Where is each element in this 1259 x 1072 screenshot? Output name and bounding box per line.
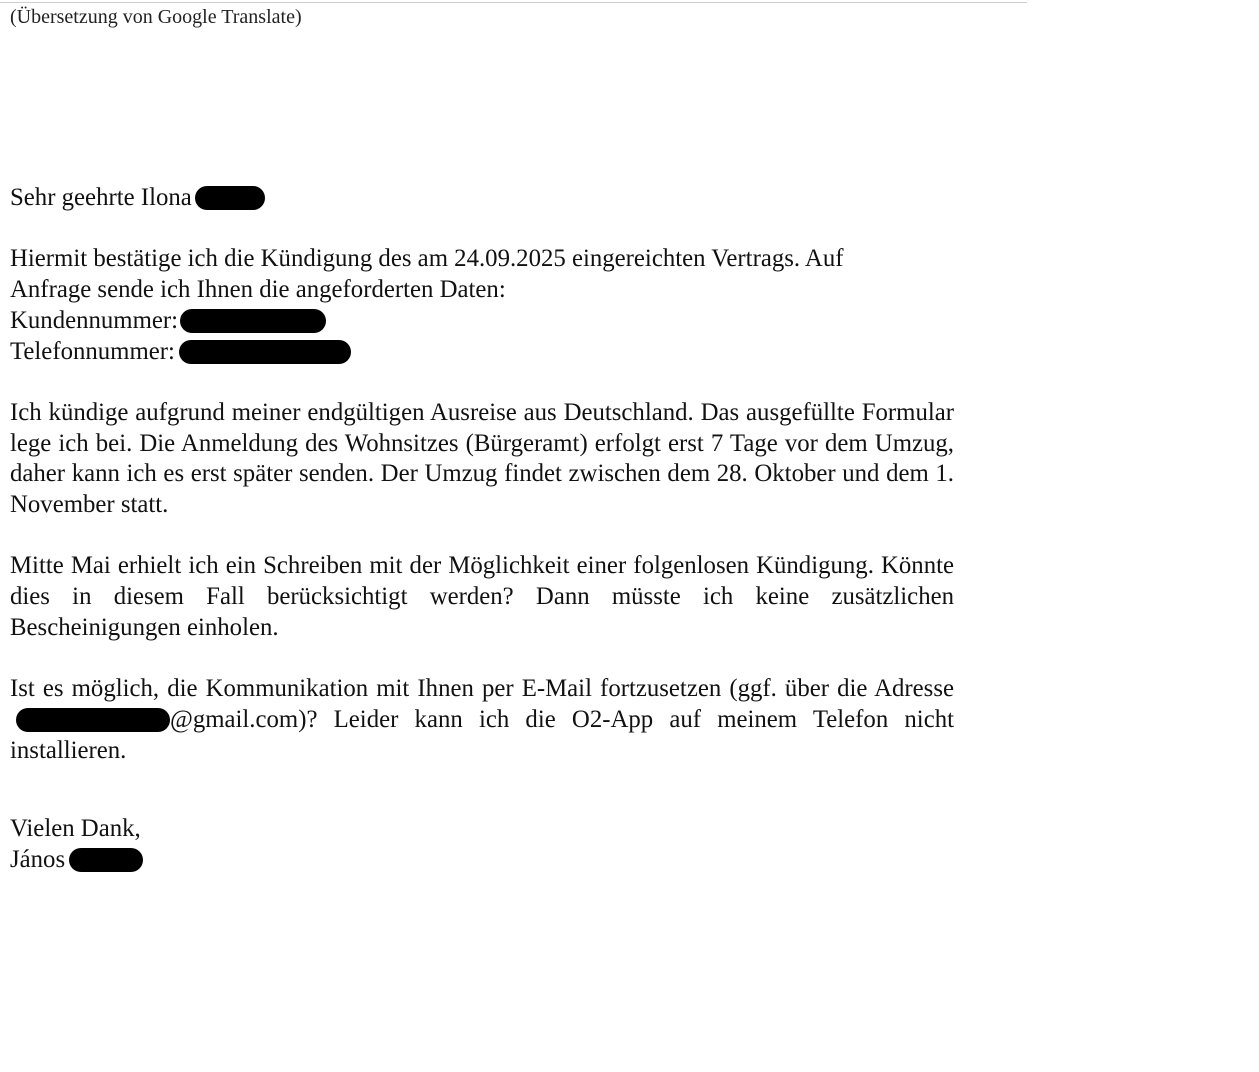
app-install-text: )? Leider kann ich die O2-App auf meinem Telefon nicht installieren. xyxy=(10,705,954,764)
signature xyxy=(10,845,954,876)
spacer xyxy=(10,367,954,398)
redacted-recipient-surname xyxy=(195,186,265,210)
spacer xyxy=(10,644,954,675)
paragraph-termination-offer: Mitte Mai erhielt ich ein Schreiben mit der Möglichkeit einer folgenlosen Kündigung. Könnte dies in diesem Fall berücksichtigt werden? Dann müsste ich keine zusätzlichen Bescheinigungen einholen. xyxy=(10,552,954,641)
spacer xyxy=(10,214,954,245)
paragraph-line: Hiermit bestätige ich die Kündigung des am 24.09.2025 eingereichten Vertrags. Auf xyxy=(10,245,844,273)
customer-number-row xyxy=(10,306,954,337)
phone-number-label: Telefonnummer: xyxy=(10,337,175,365)
paragraph-confirmation xyxy=(10,244,954,367)
closing-block xyxy=(10,814,954,875)
redacted-customer-number xyxy=(180,309,326,333)
customer-number-label: Kundennummer: xyxy=(10,306,179,334)
closing: Vielen Dank, xyxy=(10,815,141,843)
letter-body xyxy=(10,183,954,876)
signature-first-name: János xyxy=(10,846,66,873)
redacted-sender-surname xyxy=(69,848,143,872)
salutation xyxy=(10,183,954,214)
paragraph-line: Anfrage sende ich Ihnen die angeforderten Daten: xyxy=(10,276,506,304)
redacted-phone-number xyxy=(179,340,351,364)
salutation-text: Sehr geehrte Ilona xyxy=(10,184,192,211)
email-request-text: Ist es möglich, die Kommunikation mit Ihnen per E-Mail fortzusetzen (ggf. über die Adresse xyxy=(10,675,954,703)
email-domain: @gmail.com xyxy=(170,705,299,733)
paragraph-email-request xyxy=(10,674,954,766)
paragraph-departure: Ich kündige aufgrund meiner endgültigen Ausreise aus Deutschland. Das ausgefüllte Formular lege ich bei. Die Anmeldung des Wohnsitzes (Bürgeramt) erfolgt erst 7 Tage vor dem Umzug, daher kann ich es erst später senden. Der Umzug findet zwischen dem 28. Oktober und dem 1. November statt. xyxy=(10,398,954,518)
redacted-email-local-part xyxy=(16,708,170,732)
spacer xyxy=(10,766,954,814)
spacer xyxy=(10,521,954,552)
phone-number-row xyxy=(10,337,954,368)
translation-note: (Übersetzung von Google Translate) xyxy=(10,6,302,28)
top-divider xyxy=(0,2,1027,3)
